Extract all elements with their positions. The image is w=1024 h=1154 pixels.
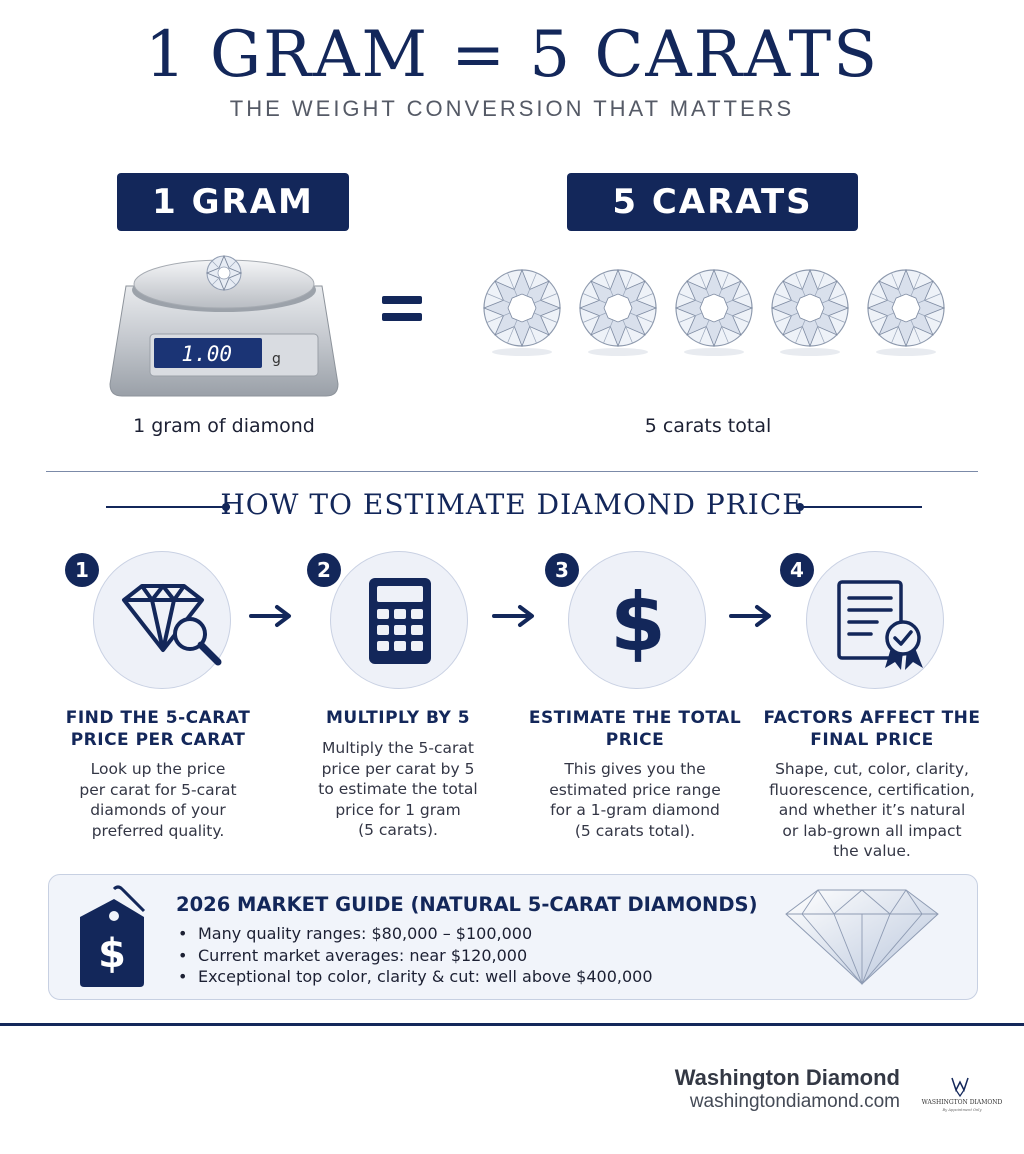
price-tag-symbol: $ — [98, 931, 126, 977]
one-gram-label: 1 GRAM — [117, 173, 349, 231]
arrow-right-icon — [729, 603, 777, 629]
brand-logo — [920, 1074, 1004, 1114]
arrow-right-icon — [249, 603, 297, 629]
brand-name: Washington Diamond — [674, 1065, 900, 1090]
brand-url[interactable]: washingtondiamond.com — [689, 1091, 900, 1112]
step-2-title: MULTIPLY BY 5 — [325, 708, 471, 728]
page-title: 1 GRAM = 5 CARATS — [144, 18, 880, 92]
section-divider — [46, 471, 978, 472]
step-3-description: This gives you the estimated price range for a 1-gram diamond (5 carats total). — [549, 760, 721, 840]
price-tag-icon — [78, 885, 150, 989]
dollar-icon — [569, 552, 707, 690]
step-3-number: 3 — [545, 553, 579, 587]
round-diamond-icon — [676, 270, 752, 356]
one-gram-caption: 1 gram of diamond — [133, 415, 315, 437]
five-carats-label: 5 CARATS — [567, 173, 858, 231]
step-3-title: ESTIMATE THE TOTAL PRICE — [528, 708, 742, 750]
step-1-number: 1 — [65, 553, 99, 587]
step-2-circle — [330, 551, 468, 689]
calculator-icon — [331, 552, 469, 690]
equals-icon — [380, 294, 424, 324]
step-3-circle — [568, 551, 706, 689]
round-diamond-icon — [772, 270, 848, 356]
diamond-magnifier-icon — [94, 552, 232, 690]
step-4-description: Shape, cut, color, clarity, fluorescence, certification, and whether it’s natural or lab-grown all impact the value. — [769, 760, 975, 860]
svg-text:$: $ — [610, 576, 666, 669]
step-2-number: 2 — [307, 553, 341, 587]
diamond-on-scale-icon — [207, 256, 241, 290]
scale-reading: 1.00 — [181, 342, 232, 366]
certificate-icon — [807, 552, 945, 690]
five-carats-caption: 5 carats total — [644, 415, 772, 437]
step-2-description: Multiply the 5-carat price per carat by 5 to estimate the total price for 1 gram (5 carats). — [318, 739, 478, 839]
round-diamond-icon — [580, 270, 656, 356]
scale-icon — [106, 246, 342, 402]
footer-divider — [0, 1023, 1024, 1026]
step-4-circle — [806, 551, 944, 689]
step-1-circle — [93, 551, 231, 689]
arrow-right-icon — [492, 603, 540, 629]
how-to-title: HOW TO ESTIMATE DIAMOND PRICE — [220, 488, 804, 521]
brand-logo-tagline: By Appointment Only — [942, 1108, 982, 1112]
market-bullet: • Many quality ranges: $80,000 – $100,000 — [178, 924, 532, 943]
large-diamond-icon — [782, 884, 942, 990]
diamond-row-graphic — [482, 268, 952, 358]
scale-unit: g — [272, 351, 281, 367]
page-subtitle: THE WEIGHT CONVERSION THAT MATTERS — [229, 96, 795, 121]
step-1-description: Look up the price per carat for 5-carat diamonds of your preferred quality. — [79, 760, 237, 840]
step-4-title: FACTORS AFFECT THE FINAL PRICE — [763, 708, 981, 750]
market-bullet: • Current market averages: near $120,000 — [178, 946, 527, 965]
step-4-number: 4 — [780, 553, 814, 587]
step-1-title: FIND THE 5-CARAT PRICE PER CARAT — [65, 708, 251, 750]
brand-logo-text: WASHINGTON DIAMOND — [921, 1099, 1003, 1106]
market-bullet: • Exceptional top color, clarity & cut: well above $400,000 — [178, 967, 653, 986]
five-diamonds — [482, 268, 952, 358]
market-guide-title: 2026 MARKET GUIDE (NATURAL 5-CARAT DIAMONDS) — [176, 893, 758, 916]
round-diamond-icon — [484, 270, 560, 356]
round-diamond-icon — [868, 270, 944, 356]
